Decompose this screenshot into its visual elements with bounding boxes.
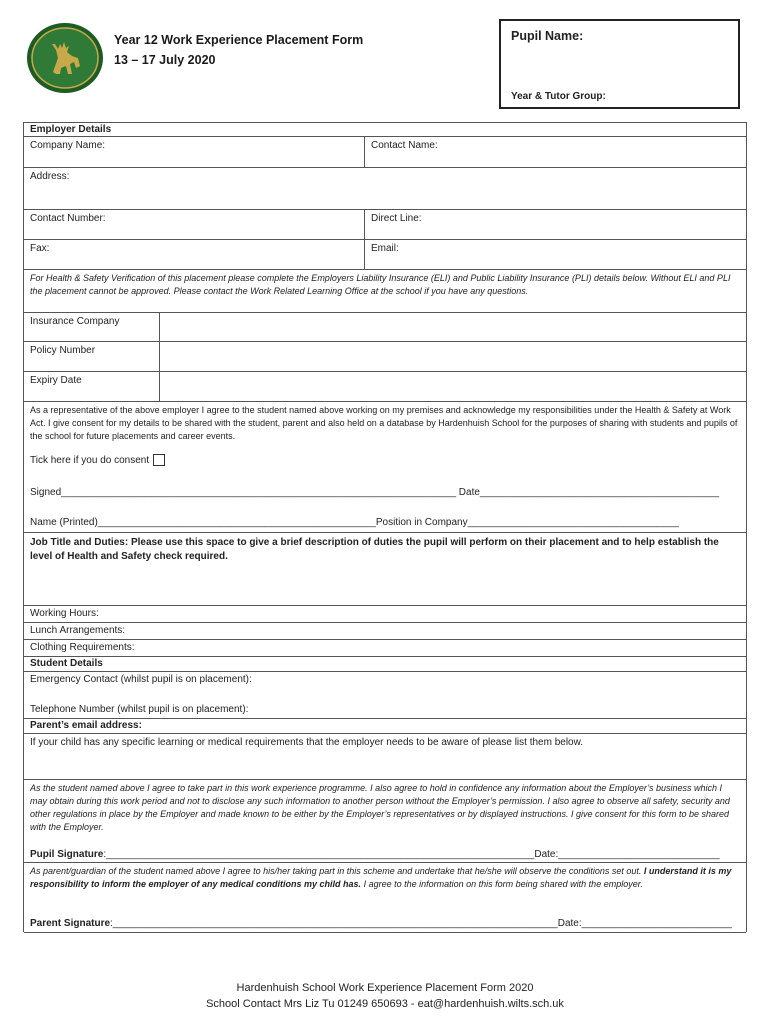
job-duties-title: Job Title and Duties: Please use this space to give a brief description of duties the pupil will perform on their placement and to help establish the level of Health and Safety check required.: [30, 537, 719, 562]
employer-consent-block: [24, 402, 746, 533]
direct-line-field[interactable]: [364, 210, 746, 239]
company-name-label: Company Name:: [30, 140, 106, 151]
insurance-note-row: [24, 270, 746, 312]
parent-email-field[interactable]: [24, 719, 746, 734]
policy-number-label: Policy Number: [30, 345, 96, 356]
lunch-label: Lunch Arrangements:: [30, 625, 126, 636]
policy-number-row: [24, 342, 746, 372]
consent-tick-row: [30, 454, 165, 467]
employer-row-company: [24, 137, 746, 168]
fax-field[interactable]: [24, 240, 364, 269]
email-label: Email:: [371, 243, 399, 254]
company-name-field[interactable]: [24, 137, 364, 167]
telephone-label: Telephone Number (whilst pupil is on placement):: [30, 704, 249, 715]
consent-checkbox[interactable]: [153, 454, 165, 466]
pupil-name-box[interactable]: [499, 19, 740, 109]
school-crest-logo: [26, 22, 104, 94]
parent-agreement-block: [24, 863, 746, 933]
footer-line1: Hardenhuish School Work Experience Placement Form 2020: [236, 982, 534, 994]
clothing-field[interactable]: [24, 640, 746, 657]
insurance-company-field[interactable]: [159, 313, 746, 341]
expiry-date-row: [24, 372, 746, 402]
form-frame: [23, 122, 747, 932]
requirements-label: If your child has any specific learning or medical requirements that the employer needs to be aware of please list them below.: [30, 737, 584, 748]
direct-line-label: Direct Line:: [371, 213, 422, 224]
insurance-note: For Health & Safety Verification of this placement please complete the Employers Liability Insurance (ELI) and Public Liability Insurance (PLI) details below. Without ELI and PLI the placement cannot be approved. Please contact the Work Related Learning Office at the school if you have any questions.: [30, 273, 731, 296]
employer-row-phone: [24, 210, 746, 240]
parent-text-part2: I agree to the information on this form being shared with the employer.: [361, 879, 643, 889]
parent-signature-underline: :________________________________________________________________________________Date:___________________________: [110, 918, 732, 929]
pupil-signature-label: Pupil Signature: [30, 849, 104, 860]
form-title-dates: 13 – 17 July 2020: [114, 53, 216, 67]
fax-label: Fax:: [30, 243, 50, 254]
student-contact-block[interactable]: [24, 672, 746, 719]
parent-signature-label: Parent Signature: [30, 918, 111, 929]
footer-contact: School Contact Mrs Liz Tu 01249 650693 - eat@hardenhuish.wilts.sch.uk: [206, 998, 564, 1010]
year-tutor-label: Year & Tutor Group:: [511, 91, 606, 102]
student-agreement-text: As the student named above I agree to take part in this work experience programme. I also agree to hold in confidence any information about the Employer’s business which I may obtain during this work period and not to disclose any such information to another person without the Employer’s permission. I also agree to observe all safety, security and other regulations in place by the Employer and made known to be either by the Employer’s representatives or by displayed instructions. I give consent for this form to be shared with the Employer.: [30, 783, 730, 832]
form-title: [114, 30, 363, 70]
student-section-header: [24, 657, 746, 672]
contact-name-field[interactable]: [364, 137, 746, 167]
student-section-title: Student Details: [30, 658, 103, 669]
insurance-company-row: [24, 312, 746, 342]
page-footer: [0, 980, 770, 1012]
lunch-field[interactable]: [24, 623, 746, 640]
employer-section-title: Employer Details: [30, 124, 112, 135]
parent-signature-line[interactable]: [30, 918, 732, 929]
contact-number-label: Contact Number:: [30, 213, 106, 224]
consent-text: As a representative of the above employer I agree to the student named above working on my premises and acknowledge my responsibilities under the Health & Safety at Work Act. I give consent for my details to be shared with the student, parent and also held on a database by Hardenhuish School for the purposes of sharing with students and pupils of the school for future placements and career events.: [30, 405, 738, 441]
form-title-line1: Year 12 Work Experience Placement Form: [114, 33, 364, 47]
consent-tick-label: Tick here if you do consent: [30, 455, 150, 466]
address-field[interactable]: [24, 168, 746, 210]
signed-line[interactable]: Signed_______________________________________________________________________ Date___________________________________________: [30, 487, 720, 498]
parent-text-bold: I understand it is my responsibility to inform the employer of any medical conditions my child has.: [30, 866, 732, 889]
working-hours-label: Working Hours:: [30, 608, 99, 619]
email-field[interactable]: [364, 240, 746, 269]
expiry-date-label: Expiry Date: [30, 375, 82, 386]
contact-name-label: Contact Name:: [371, 140, 438, 151]
policy-number-field[interactable]: [159, 342, 746, 371]
address-label: Address:: [30, 171, 70, 182]
pupil-signature-line[interactable]: [30, 849, 720, 860]
parent-email-label: Parent’s email address:: [30, 720, 142, 731]
expiry-date-field[interactable]: [159, 372, 746, 401]
parent-agreement-text: [24, 863, 746, 894]
working-hours-field[interactable]: [24, 606, 746, 623]
clothing-label: Clothing Requirements:: [30, 642, 135, 653]
job-duties-field[interactable]: [24, 533, 746, 606]
insurance-company-label: Insurance Company: [30, 316, 120, 327]
emergency-contact-label: Emergency Contact (whilst pupil is on placement):: [30, 674, 252, 685]
address-cell: [24, 168, 746, 209]
pupil-signature-underline: :_____________________________________________________________________________Date:_____________________________: [103, 849, 720, 860]
employer-row-fax: [24, 240, 746, 270]
name-printed-line[interactable]: Name (Printed)__________________________________________________Position in Company______________________________________: [30, 517, 679, 528]
student-agreement-block: [24, 780, 746, 863]
pupil-name-label: Pupil Name:: [511, 29, 584, 43]
contact-number-field[interactable]: [24, 210, 364, 239]
employer-section-header: [24, 123, 746, 137]
requirements-field[interactable]: [24, 734, 746, 780]
parent-text-part1: As parent/guardian of the student named above I agree to his/her taking part in this scheme and undertake that he/she will observe the conditions set out.: [30, 866, 644, 876]
